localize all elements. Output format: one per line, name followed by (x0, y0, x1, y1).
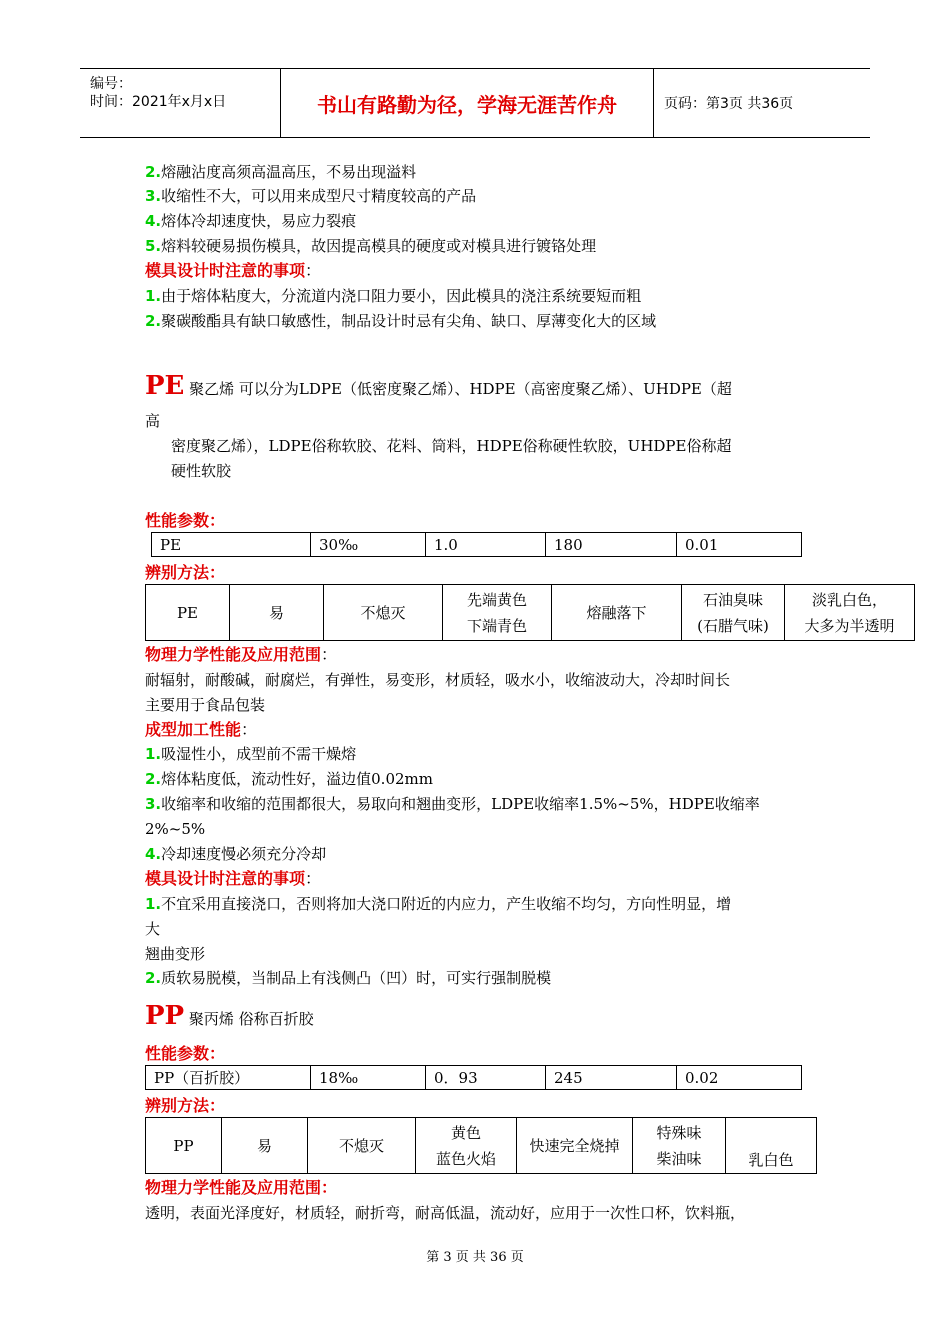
list-item: 2.熔体粘度低，流动性好，溢边值0.02mm (145, 770, 433, 788)
table-cell: 石油臭味 (石腊气味) (682, 585, 785, 641)
paragraph: 耐辐射，耐酸碱，耐腐烂，有弹性，易变形，材质轻，吸水小，收缩波动大，冷却时间长 (145, 671, 731, 689)
table-cell: 易 (222, 1118, 308, 1174)
list-item: 大 (145, 920, 161, 938)
list-item: 3.收缩性不大，可以用来成型尺寸精度较高的产品 (145, 187, 477, 205)
section-heading: 物理力学性能及应用范围： (145, 645, 338, 664)
section-heading: 性能参数： (145, 1044, 226, 1063)
list-item: 2.熔融沾度高须高温高压，不易出现溢料 (145, 163, 417, 181)
list-item: 1.由于熔体粘度大，分流道内浇口阻力要小，因此模具的浇注系统要短而粗 (145, 287, 642, 305)
table-cell: 不熄灭 (324, 585, 443, 641)
time-label: 时间：2021年x月x日 (90, 94, 227, 110)
list-item: 2.质软易脱模，当制品上有浅侧凸（凹）时，可实行强制脱模 (145, 969, 552, 987)
section-heading: 成型加工性能： (145, 720, 258, 739)
table-cell: PE (146, 585, 230, 641)
pe-intro-cont: 高 (145, 412, 161, 430)
table-cell: PP（百折胶） (146, 1066, 311, 1090)
page-header (80, 68, 870, 138)
list-item: 1.吸湿性小，成型前不需干燥熔 (145, 745, 357, 763)
table-cell: 18‰ (311, 1066, 426, 1090)
pe-intro-cont: 硬性软胶 (171, 462, 232, 480)
pe-intro: PE 聚乙烯 可以分为LDPE（低密度聚乙烯）、HDPE（高密度聚乙烯）、UHDPE（超 (145, 371, 732, 401)
pe-perf-table (151, 532, 802, 557)
list-item: 2.聚碳酸酯具有缺口敏感性，制品设计时忌有尖角、缺口、厚薄变化大的区域 (145, 312, 657, 330)
section-heading: 性能参数： (145, 511, 226, 530)
table-cell: 快速完全烧掉 (517, 1118, 633, 1174)
table-cell: 先端黄色 下端青色 (443, 585, 552, 641)
pp-intro: PP 聚丙烯 俗称百折胶 (145, 1001, 314, 1031)
paragraph: 主要用于食品包装 (145, 696, 266, 714)
list-item: 4.熔体冷却速度快，易应力裂痕 (145, 212, 357, 230)
header-meta (80, 69, 281, 137)
section-heading: 物理力学性能及应用范围： (145, 1178, 338, 1197)
table-cell: 易 (230, 585, 324, 641)
table-cell: 黄色 蓝色火焰 (416, 1118, 517, 1174)
table-cell: 180 (546, 533, 677, 557)
table-cell: 不熄灭 (308, 1118, 416, 1174)
table-cell: 乳白色 (726, 1118, 817, 1174)
pe-intro-cont: 密度聚乙烯），LDPE俗称软胶、花料、筒料，HDPE俗称硬性软胶，UHDPE俗称超 (171, 437, 732, 455)
table-cell: 特殊味 柴油味 (633, 1118, 726, 1174)
table-cell: 245 (546, 1066, 677, 1090)
list-item: 4.冷却速度慢必须充分冷却 (145, 845, 327, 863)
table-cell: 1.0 (426, 533, 546, 557)
table-cell: 30‰ (311, 533, 426, 557)
list-item: 3.收缩率和收缩的范围都很大，易取向和翘曲变形，LDPE收缩率1.5%~5%，HDPE收缩率 (145, 795, 760, 813)
table-cell: 淡乳白色， 大多为半透明 (785, 585, 915, 641)
page-footer: 第 3 页 共 36 页 (426, 1250, 524, 1265)
list-item: 2%~5% (145, 820, 206, 838)
section-heading: 模具设计时注意的事项： (145, 869, 322, 888)
header-page-info: 页码：第3页 共36页 (664, 96, 794, 112)
table-cell: 熔融落下 (552, 585, 682, 641)
table-cell: PE (152, 533, 311, 557)
number-label: 编号： (90, 76, 132, 92)
section-heading: 辨别方法： (145, 1096, 226, 1115)
list-item: 翘曲变形 (145, 945, 206, 963)
list-item: 5.熔料较硬易损伤模具，故因提高模具的硬度或对模具进行镀铬处理 (145, 237, 597, 255)
table-cell: 0.02 (677, 1066, 802, 1090)
section-heading: 模具设计时注意的事项： (145, 261, 322, 280)
pe-id-table (145, 584, 915, 641)
header-motto: 书山有路勤为径，学海无涯苦作舟 (281, 69, 654, 137)
section-heading: 辨别方法： (145, 563, 226, 582)
paragraph: 透明，表面光泽度好，材质轻，耐折弯，耐高低温，流动好，应用于一次性口杯，饮料瓶， (145, 1204, 746, 1222)
table-cell: PP (146, 1118, 222, 1174)
pp-perf-table (145, 1065, 802, 1090)
list-item: 1.不宜采用直接浇口，否则将加大浇口附近的内应力，产生收缩不均匀，方向性明显，增 (145, 895, 732, 913)
pp-id-table (145, 1117, 817, 1174)
table-cell: 0.01 (677, 533, 802, 557)
table-cell: 0．93 (426, 1066, 546, 1090)
